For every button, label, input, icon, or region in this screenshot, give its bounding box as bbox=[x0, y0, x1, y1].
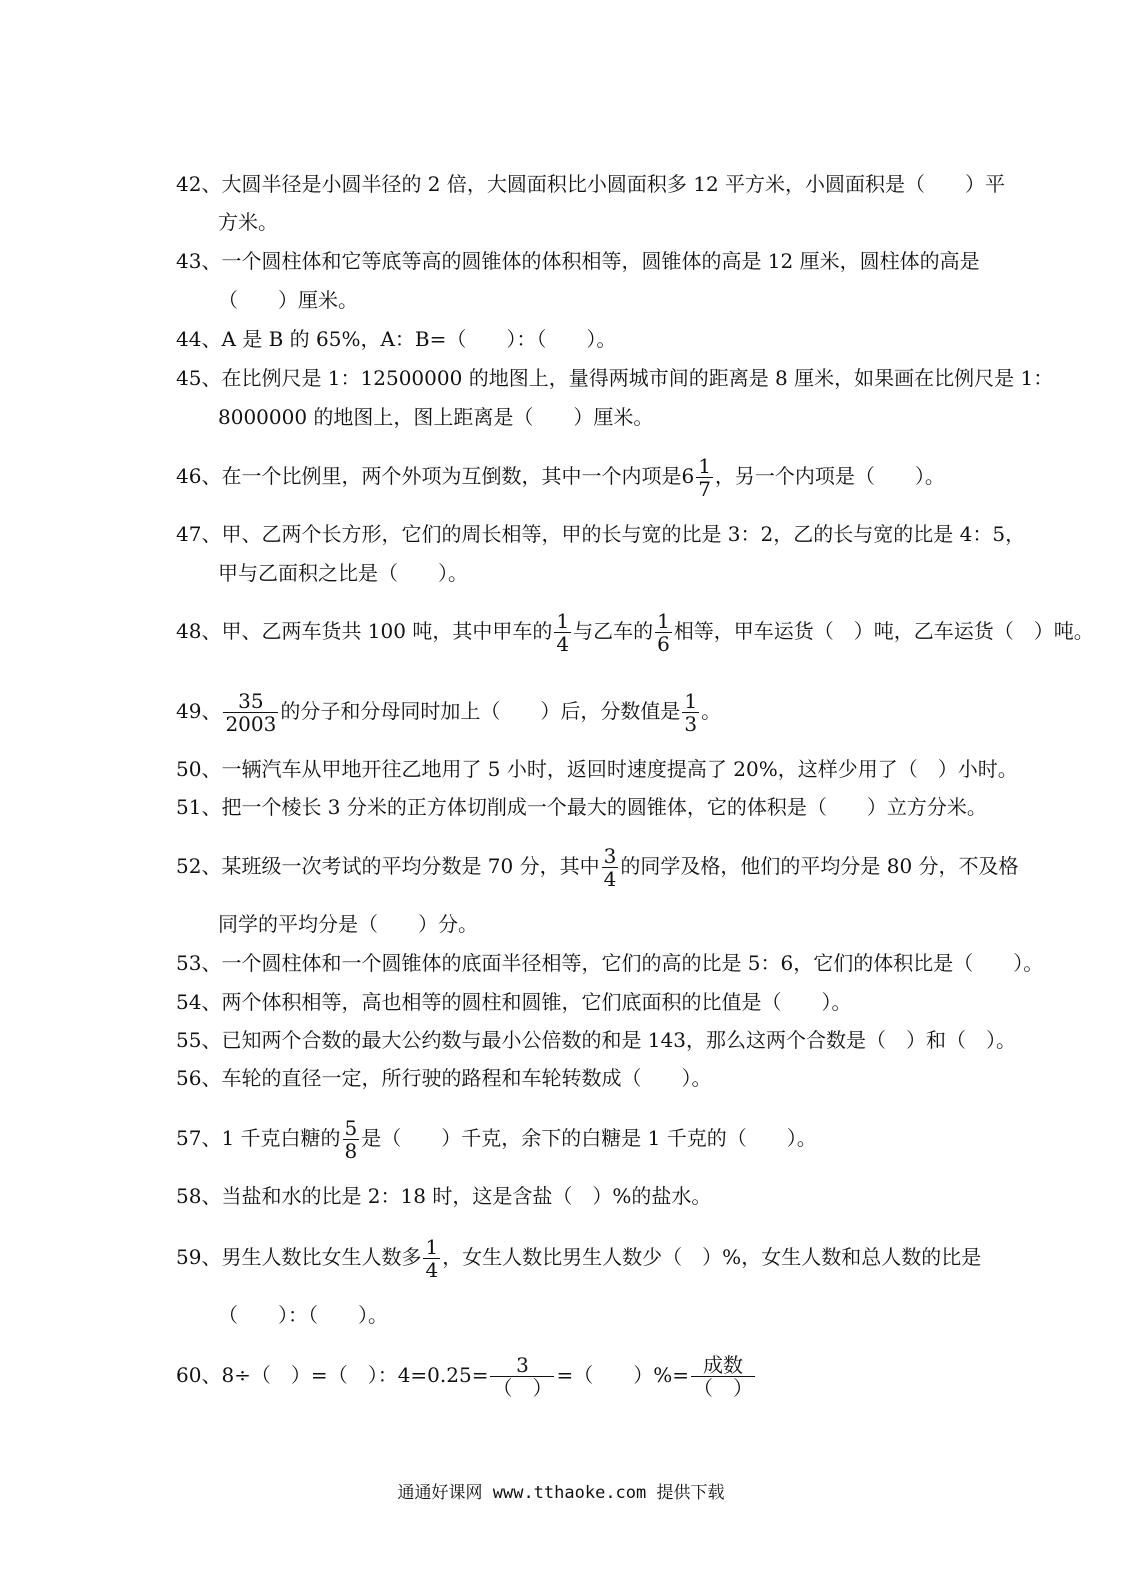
numerator: 成数 bbox=[691, 1354, 755, 1377]
question-57 bbox=[176, 1117, 1056, 1162]
denominator: 7 bbox=[698, 477, 711, 501]
question-54 bbox=[176, 983, 1056, 1021]
question-46 bbox=[176, 455, 1056, 500]
question-text: 甲、乙两车货共 100 吨，其中甲车的 bbox=[221, 619, 553, 643]
question-number: 52、 bbox=[176, 854, 222, 878]
numerator: 1 bbox=[425, 1235, 439, 1259]
question-number: 59、 bbox=[176, 1245, 222, 1269]
question-47-continued: 甲与乙面积之比是（ ）。 bbox=[218, 561, 468, 585]
question-text: 的分子和分母同时加上（ ）后，分数值是 bbox=[280, 699, 681, 723]
question-number: 43、 bbox=[176, 249, 222, 273]
question-number: 44、 bbox=[176, 327, 222, 351]
question-text: 8÷（ ）=（ ）：4=0.25= bbox=[221, 1363, 489, 1387]
question-45 bbox=[176, 359, 1056, 397]
question-text-tail: 相等，甲车运货（ ）吨，乙车运货（ ）吨。 bbox=[673, 619, 1094, 643]
question-text: 1 千克白糖的 bbox=[221, 1126, 341, 1150]
question-59-continued: （ ）：（ ）。 bbox=[218, 1303, 388, 1327]
question-number: 49、 bbox=[176, 699, 222, 723]
page-footer: 通通好课网 www.tthaoke.com 提供下载 bbox=[397, 1483, 725, 1503]
question-text: 在比例尺是 1：12500000 的地图上，量得两城市间的距离是 8 厘米，如果画在比例尺是 1： bbox=[221, 366, 1054, 390]
question-42 bbox=[176, 165, 1056, 203]
numerator: 1 bbox=[698, 454, 711, 478]
question-text: 在一个比例里，两个外项为互倒数，其中一个内项是 bbox=[221, 464, 682, 488]
question-text: 一辆汽车从甲地开往乙地用了 5 小时，返回时速度提高了 20%，这样少用了（ ）小时。 bbox=[221, 757, 1018, 781]
question-43 bbox=[176, 242, 1056, 280]
whole-part: 6 bbox=[681, 464, 695, 488]
question-48 bbox=[176, 609, 1094, 656]
question-52-continued: 同学的平均分是（ ）分。 bbox=[218, 912, 478, 936]
fraction bbox=[423, 1236, 440, 1281]
question-text: 当盐和水的比是 2：18 时，这是含盐（ ）%的盐水。 bbox=[221, 1184, 712, 1208]
question-text: A 是 B 的 65%，A：B=（ ）：（ ）。 bbox=[221, 327, 617, 351]
question-number: 45、 bbox=[176, 366, 222, 390]
numerator: 3 bbox=[603, 844, 617, 868]
question-text: 车轮的直径一定，所行驶的路程和车轮转数成（ ）。 bbox=[221, 1066, 712, 1090]
question-45-continued: 8000000 的地图上，图上距离是（ ）厘米。 bbox=[218, 405, 654, 429]
question-55 bbox=[176, 1021, 1056, 1059]
question-number: 48、 bbox=[176, 619, 222, 643]
fraction bbox=[682, 690, 699, 735]
numerator: 1 bbox=[657, 609, 670, 633]
question-text-tail: ，女生人数比男生人数少（ ）%，女生人数和总人数的比是 bbox=[442, 1245, 982, 1269]
question-53 bbox=[176, 944, 1056, 982]
denominator: 3 bbox=[684, 712, 698, 736]
question-number: 47、 bbox=[176, 522, 222, 546]
question-text: 男生人数比女生人数多 bbox=[221, 1245, 422, 1269]
denominator: 4 bbox=[556, 632, 570, 656]
question-number: 46、 bbox=[176, 464, 222, 488]
numerator: 1 bbox=[684, 689, 698, 713]
numerator: 1 bbox=[556, 609, 570, 633]
denominator: 2003 bbox=[225, 712, 277, 736]
question-text: 一个圆柱体和它等底等高的圆锥体的体积相等，圆锥体的高是 12 厘米，圆柱体的高是 bbox=[221, 249, 980, 273]
question-text: 把一个棱长 3 分米的正方体切削成一个最大的圆锥体，它的体积是（ ）立方分米。 bbox=[221, 795, 987, 819]
denominator: （ ） bbox=[492, 1376, 553, 1400]
question-text: 某班级一次考试的平均分数是 70 分，其中 bbox=[221, 854, 600, 878]
numerator: 5 bbox=[344, 1116, 358, 1140]
question-number: 51、 bbox=[176, 795, 222, 819]
fraction bbox=[343, 1117, 360, 1162]
denominator: 4 bbox=[425, 1258, 439, 1282]
fraction bbox=[602, 845, 619, 890]
question-text-middle: =（ ）%= bbox=[556, 1363, 689, 1387]
question-text: 两个体积相等，高也相等的圆柱和圆锥，它们底面积的比值是（ ）。 bbox=[221, 990, 852, 1014]
question-text: 甲、乙两个长方形，它们的周长相等，甲的长与宽的比是 3：2，乙的长与宽的比是 4：5， bbox=[221, 522, 1026, 546]
denominator: 8 bbox=[344, 1139, 358, 1163]
question-56 bbox=[176, 1059, 1056, 1097]
question-52 bbox=[176, 845, 1056, 890]
fraction bbox=[490, 1354, 554, 1399]
question-number: 56、 bbox=[176, 1066, 222, 1090]
question-text-middle: 与乙车的 bbox=[573, 619, 654, 643]
question-44 bbox=[176, 320, 1056, 358]
question-text-tail: 。 bbox=[701, 699, 722, 723]
question-text-tail: 的同学及格，他们的平均分是 80 分，不及格 bbox=[620, 854, 1019, 878]
denominator: 6 bbox=[657, 632, 670, 656]
question-text-tail: 是（ ）千克，余下的白糖是 1 千克的（ ）。 bbox=[361, 1126, 817, 1150]
question-50 bbox=[176, 750, 1056, 788]
fraction bbox=[696, 455, 713, 500]
question-number: 53、 bbox=[176, 951, 222, 975]
question-60 bbox=[176, 1354, 1056, 1399]
question-number: 54、 bbox=[176, 990, 222, 1014]
question-text: 已知两个合数的最大公约数与最小公倍数的和是 143，那么这两个合数是（ ）和（ ）。 bbox=[221, 1028, 1016, 1052]
fraction bbox=[655, 610, 672, 655]
question-text: 大圆半径是小圆半径的 2 倍，大圆面积比小圆面积多 12 平方米，小圆面积是（ ）平 bbox=[221, 172, 1006, 196]
question-text-tail: ，另一个内项是（ ）。 bbox=[714, 464, 945, 488]
question-47 bbox=[176, 515, 1056, 553]
question-51 bbox=[176, 788, 1056, 826]
mixed-number bbox=[681, 455, 714, 500]
fraction bbox=[554, 610, 571, 655]
question-number: 57、 bbox=[176, 1126, 222, 1150]
fraction bbox=[223, 690, 278, 735]
numerator: 3 bbox=[490, 1354, 554, 1377]
denominator: （ ） bbox=[693, 1376, 753, 1400]
numerator: 35 bbox=[223, 690, 278, 713]
question-text: 一个圆柱体和一个圆锥体的底面半径相等，它们的高的比是 5：6，它们的体积比是（ ）。 bbox=[221, 951, 1044, 975]
question-59 bbox=[176, 1236, 1056, 1281]
question-43-continued: （ ）厘米。 bbox=[218, 288, 358, 312]
question-number: 58、 bbox=[176, 1184, 222, 1208]
question-58 bbox=[176, 1177, 1056, 1215]
question-number: 60、 bbox=[176, 1363, 222, 1387]
fraction bbox=[691, 1354, 755, 1399]
denominator: 4 bbox=[603, 867, 617, 891]
question-49 bbox=[176, 690, 1056, 735]
question-number: 42、 bbox=[176, 172, 222, 196]
question-42-continued: 方米。 bbox=[218, 210, 278, 234]
question-number: 50、 bbox=[176, 757, 222, 781]
question-number: 55、 bbox=[176, 1028, 222, 1052]
